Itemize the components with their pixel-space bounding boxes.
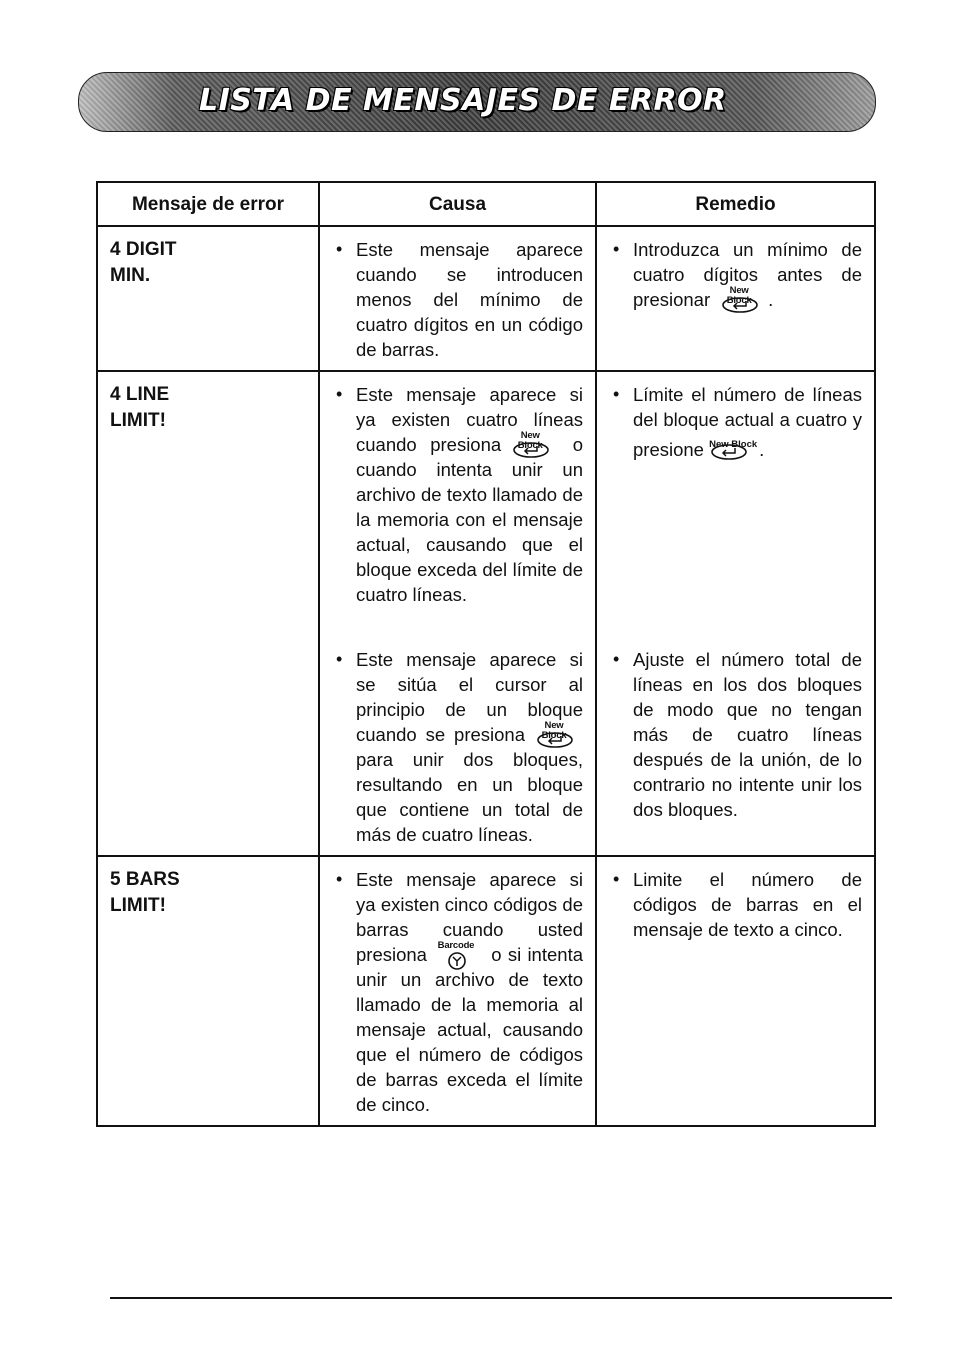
error-code-cell	[97, 371, 319, 856]
cause-item	[332, 647, 583, 847]
cause-text: Este mensaje aparece si se sitúa el cursor al principio de un bloque cuando se presiona	[356, 649, 583, 745]
remedy-text: Límite el número de líneas del bloque actual a cuatro y presione	[633, 384, 862, 460]
cause-item	[332, 867, 583, 1117]
error-code-line: LIMIT!	[110, 895, 166, 916]
new-block-key	[716, 285, 762, 312]
cause-item: • Este mensaje aparece cuando se introducen menos del mínimo de cuatro dígitos en un código de barras.	[332, 237, 583, 362]
error-code-line: 4 DIGIT	[110, 239, 177, 260]
remedy-item	[609, 382, 862, 466]
key-label: Barcode	[437, 940, 475, 951]
table-header-row	[97, 182, 875, 226]
remedy-item	[609, 237, 862, 312]
remedy-cell	[596, 856, 875, 1126]
remedy-cell	[596, 637, 875, 856]
enter-key-icon	[513, 442, 549, 458]
key-label: New Block	[541, 720, 567, 741]
cause-cell	[319, 226, 596, 371]
error-code-line: LIMIT!	[110, 410, 166, 431]
enter-key-icon	[711, 444, 747, 460]
enter-key-icon	[537, 732, 573, 748]
footer-rule	[110, 1297, 892, 1299]
table-row	[97, 226, 875, 371]
cause-text: o si intenta unir un archivo de texto llamado de la memoria al mensaje actual, causando que el número de códigos de barras exceda el límite de cinco.	[356, 944, 583, 1115]
remedy-text-end: .	[768, 289, 774, 310]
remedy-cell	[596, 226, 875, 371]
barcode-y-key-icon	[439, 952, 475, 970]
table-row	[97, 856, 875, 1126]
remedy-item: • Ajuste el número total de líneas en los dos bloques de modo que no tengan más de cuatro líneas después de la unión, de lo contrario no intente unir los dos bloques.	[609, 647, 862, 822]
cause-text: Este mensaje aparece si ya existen cinco códigos de barras cuando usted presiona	[356, 869, 583, 965]
cause-cell	[319, 637, 596, 856]
cause-cell	[319, 856, 596, 1126]
key-label: New Block	[709, 439, 758, 450]
error-code-cell	[97, 226, 319, 371]
header-cause: Causa	[319, 182, 596, 226]
error-code-line: 5 BARS	[110, 869, 180, 890]
enter-key-icon	[722, 297, 758, 313]
barcode-key	[433, 940, 479, 967]
key-label: New Block	[517, 430, 543, 451]
cause-cell	[319, 371, 596, 637]
remedy-text-end: .	[759, 439, 765, 460]
cause-text: o cuando intenta unir un archivo de texto llamado de la memoria con el mensaje actual, causando que el bloque exceda del límite de cuatro líneas.	[356, 434, 583, 605]
remedy-cell	[596, 371, 875, 637]
header-remedy: Remedio	[596, 182, 875, 226]
section-title-banner	[78, 72, 876, 132]
table-row	[97, 371, 875, 637]
new-block-key	[709, 432, 759, 466]
error-messages-table	[96, 181, 876, 1127]
section-title: LISTA DE MENSAJES DE ERROR	[199, 83, 727, 118]
error-code-line: 4 LINE	[110, 384, 170, 405]
cause-text: para unir dos bloques, resultando en un bloque que contiene un total de más de cuatro líneas.	[356, 749, 583, 845]
key-label: New Block	[726, 285, 752, 306]
new-block-key	[507, 430, 553, 457]
remedy-text: Introduzca un mínimo de cuatro dígitos antes de presionar	[633, 239, 862, 310]
error-code-cell	[97, 856, 319, 1126]
remedy-item: • Limite el número de códigos de barras en el mensaje de texto a cinco.	[609, 867, 862, 942]
cause-item	[332, 382, 583, 607]
new-block-key	[531, 720, 577, 747]
header-error-message: Mensaje de error	[97, 182, 319, 226]
cause-text: Este mensaje aparece si ya existen cuatro líneas cuando presiona	[356, 384, 583, 455]
error-code-line: MIN.	[110, 265, 151, 286]
